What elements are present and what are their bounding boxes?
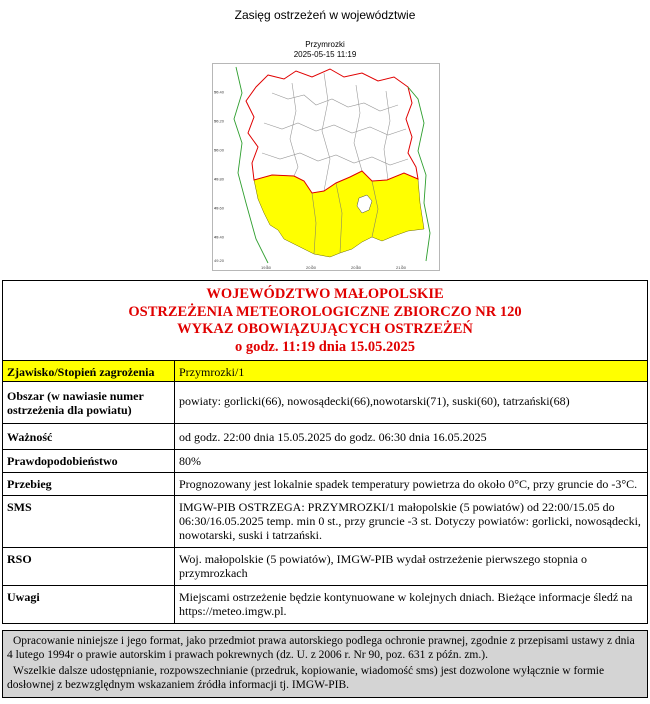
row-value: Przymrozki/1: [175, 361, 647, 381]
row-sms: [3, 496, 647, 548]
row-value: Prognozowany jest lokalnie spadek temperatury powietrza do około 0°C, przy gruncie do -3°C.: [179, 477, 638, 491]
row-remarks: [3, 586, 647, 623]
row-course: [3, 473, 647, 496]
row-value: powiaty: gorlicki(66), nowosądecki(66),nowotarski(71), suski(60), tatrzański(68): [179, 394, 570, 408]
warning-table: [2, 280, 648, 624]
row-area: [3, 382, 647, 424]
lat-label: 49.80: [214, 176, 225, 182]
row-label: Zjawisko/Stopień zagrożenia: [3, 361, 175, 381]
row-validity: [3, 424, 647, 450]
row-label: Prawdopodobieństwo: [3, 450, 175, 472]
map-phenomenon: Przymrozki: [305, 40, 345, 49]
row-value: IMGW-PIB OSTRZEGA: PRZYMROZKI/1 małopolskie (5 powiatów) od 22:00/15.05 do 06:30/16.05.2025 temp. min 0 st., przy gruncie -3 st. Dotyczy powiatów: gorlicki, nowosądecki, nowotarski, suski i tatrzański.: [179, 500, 641, 542]
lon-label: 20.50: [351, 265, 362, 270]
row-label: Ważność: [3, 424, 175, 449]
row-label: SMS: [3, 496, 175, 547]
warning-header: [3, 281, 647, 361]
warning-map-svg: [212, 63, 440, 271]
row-label: Uwagi: [3, 586, 175, 623]
warning-header-number: OSTRZEŻENIA METEOROLOGICZNE ZBIORCZO NR 120: [128, 303, 522, 320]
lon-label: 20.00: [306, 265, 317, 270]
lat-label: 49.40: [214, 234, 225, 240]
warning-map: [212, 63, 440, 271]
warning-header-list: WYKAZ OBOWIĄZUJĄCYCH OSTRZEŻEŃ: [177, 321, 473, 337]
lon-label: 19.50: [261, 265, 272, 270]
copyright-footer: [2, 630, 648, 698]
warning-header-time: o godz. 11:19 dnia 15.05.2025: [234, 338, 416, 355]
map-timestamp: 2025-05-15 11:19: [293, 50, 357, 59]
lat-label: 50.20: [214, 118, 225, 124]
row-value: Woj. małopolskie (5 powiatów), IMGW-PIB wydał ostrzeżenie pierwszego stopnia o przymrozkach: [179, 552, 587, 580]
map-title: Zasięg ostrzeżeń w województwie: [234, 8, 416, 22]
warning-header-region: WOJEWÓDZTWO MAŁOPOLSKIE: [206, 286, 444, 302]
row-label: Obszar (w nawiasie numer ostrzeżenia dla powiatu): [3, 382, 175, 423]
row-probability: [3, 450, 647, 473]
row-phenomenon: [3, 361, 647, 382]
copyright-text: Opracowanie niniejsze i jego format, jako przedmiot prawa autorskiego podlega ochronie prawnej, zgodnie z przepisami ustawy z dnia 4 lutego 1994r o prawie autorskim i prawach pokrewnych (dz. U. z 2006 r. Nr 90, poz. 631 z późn. zm.).: [7, 635, 635, 661]
row-value: od godz. 22:00 dnia 15.05.2025 do godz. 06:30 dnia 16.05.2025: [179, 430, 487, 444]
lon-label: 21.00: [396, 265, 407, 270]
lat-label: 49.20: [214, 258, 225, 263]
lat-label: 50.40: [214, 89, 225, 95]
lat-label: 49.60: [214, 205, 225, 211]
row-label: RSO: [3, 548, 175, 585]
row-value: Miejscami ostrzeżenie będzie kontynuowane w kolejnych dniach. Bieżące informacje śledź na https://meteo.imgw.pl.: [179, 590, 633, 618]
lat-label: 50.00: [214, 147, 225, 153]
row-label: Przebieg: [3, 473, 175, 495]
row-value: 80%: [179, 454, 201, 468]
usage-text: Wszelkie dalsze udostępnianie, rozpowszechnianie (przedruk, kopiowanie, wiadomość sms) jest dozwolone wyłącznie w formie dosłownej z bezwzględnym wskazaniem źródła informacji tj. IMGW-PIB.: [7, 665, 605, 691]
row-rso: [3, 548, 647, 586]
